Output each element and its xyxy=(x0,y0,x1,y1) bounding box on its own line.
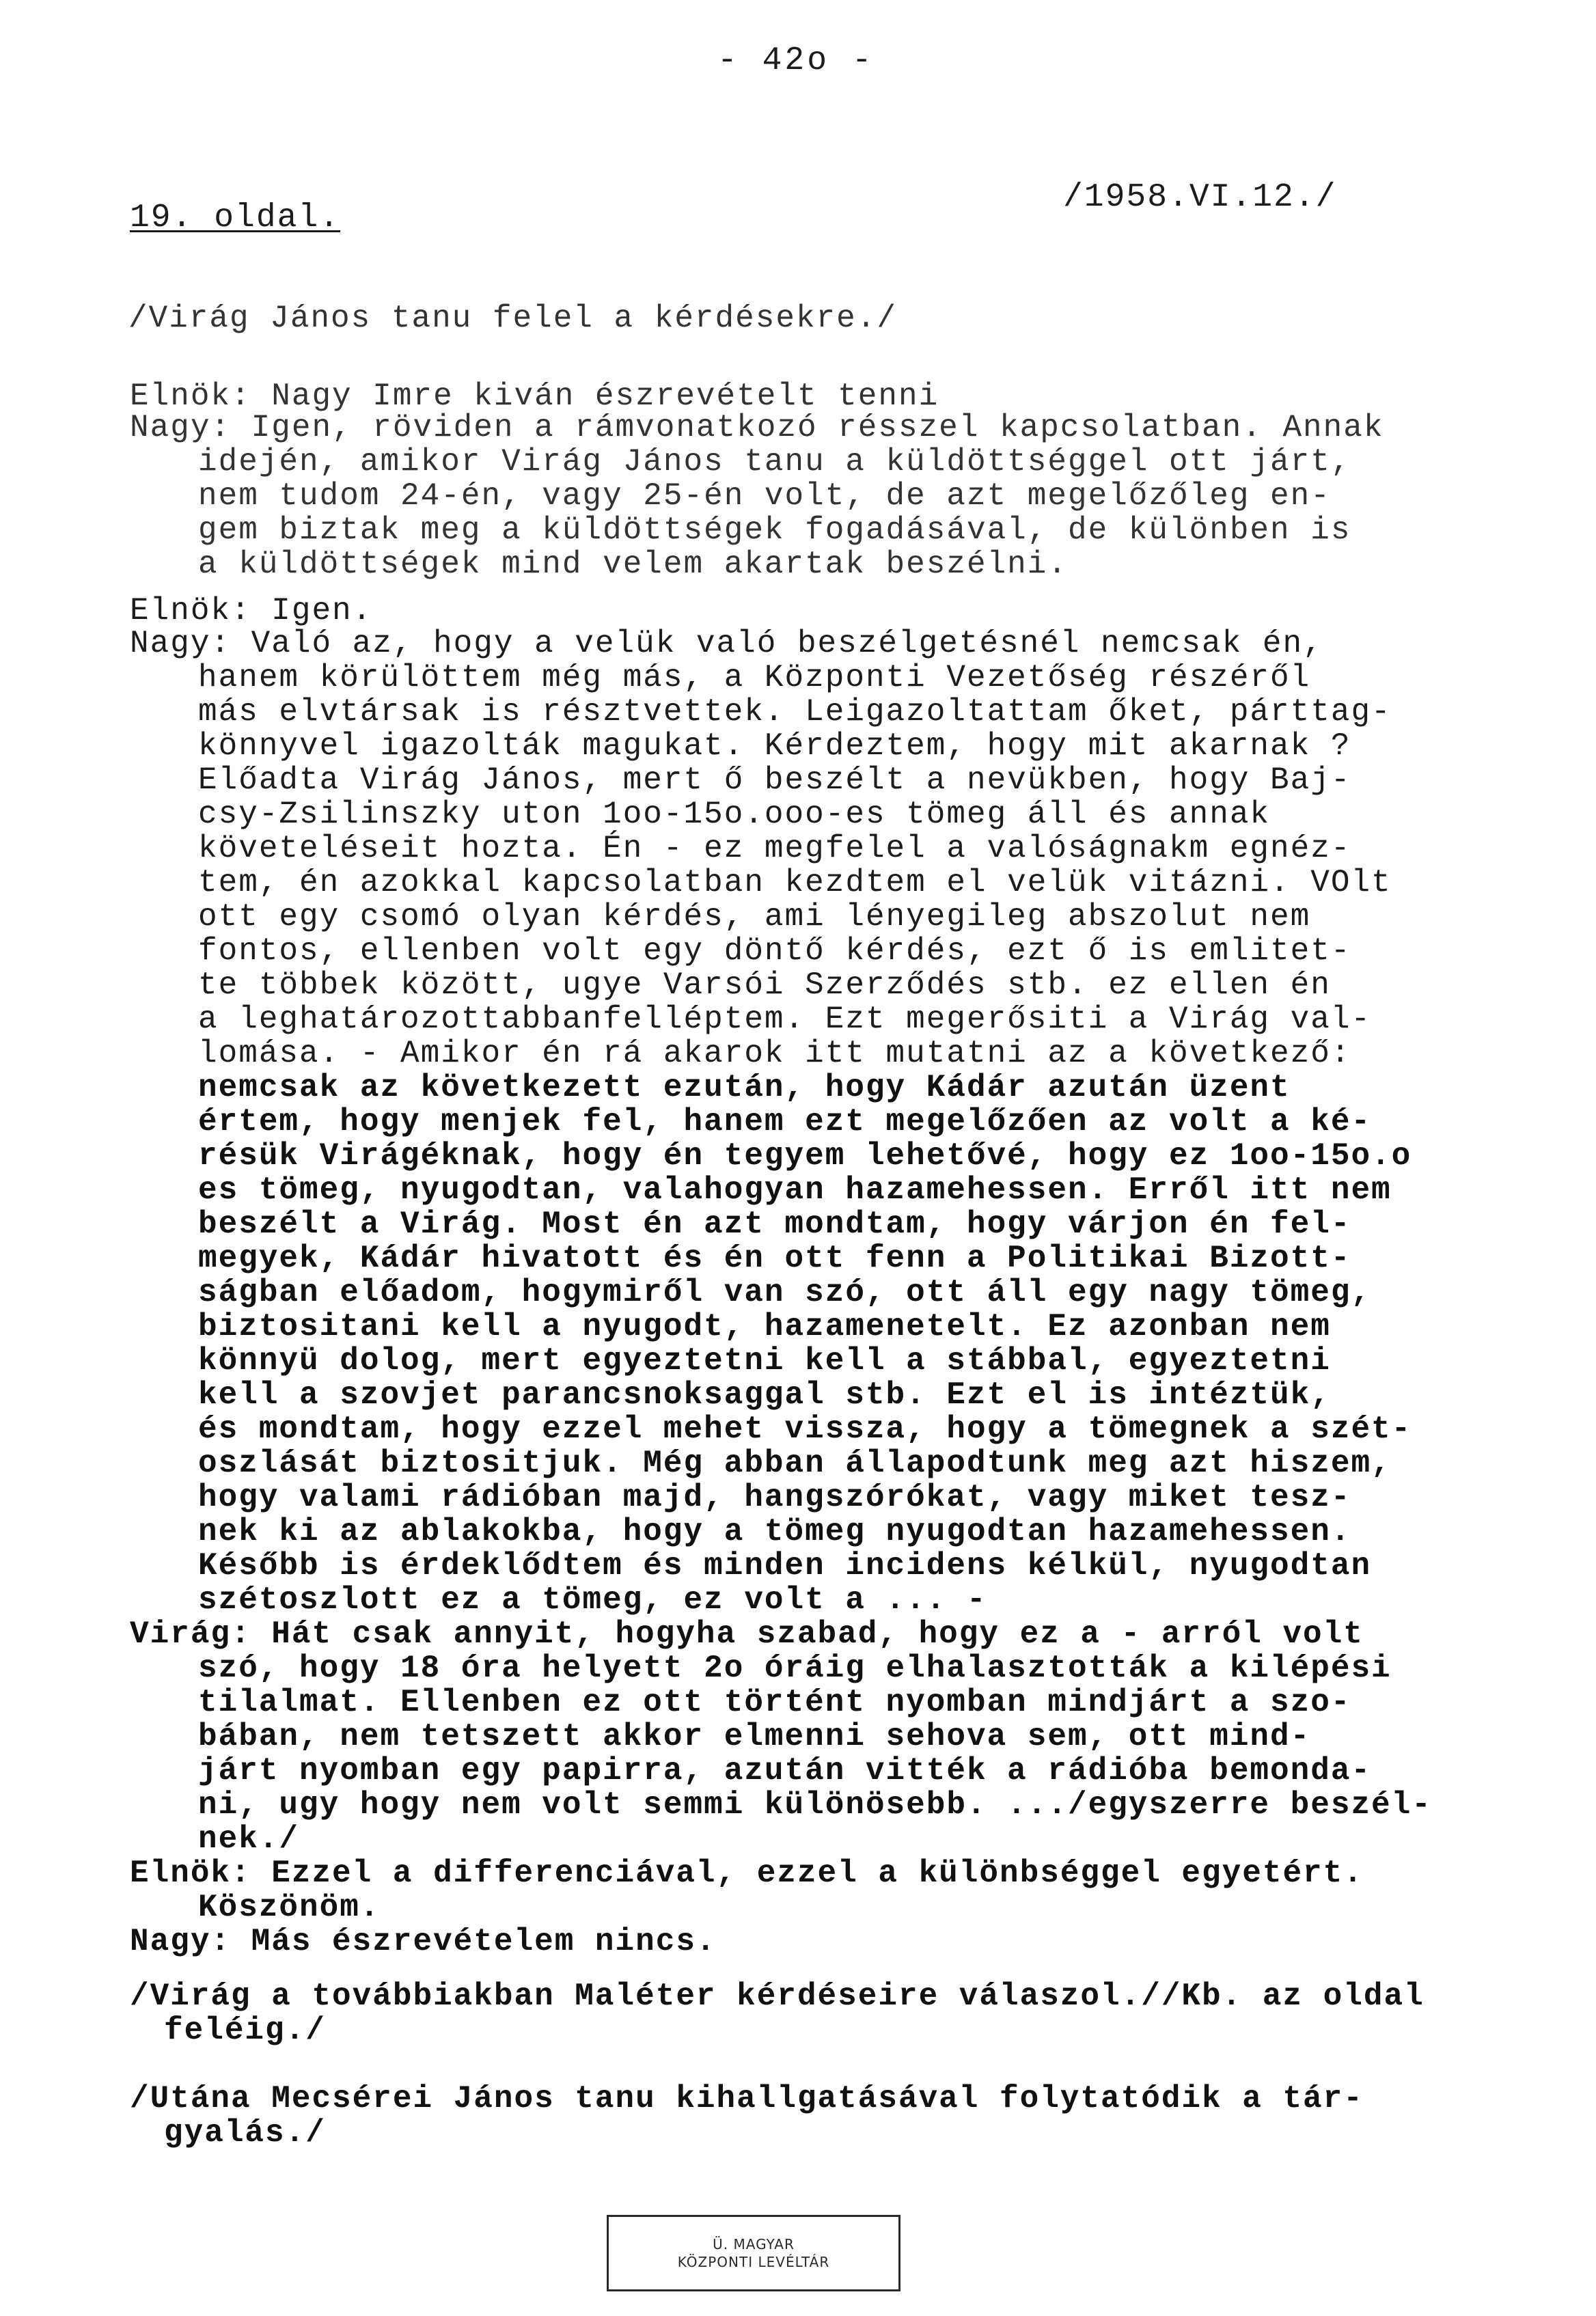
transcript-line-43: nek./ xyxy=(198,1821,300,1857)
transcript-line-42: ni, ugy hogy nem volt semmi különösebb. .../egyszerre beszél- xyxy=(198,1787,1432,1823)
transcript-line-39: tilalmat. Ellenben ez ott történt nyomban mindjárt a szo- xyxy=(198,1685,1351,1720)
transcript-line-25: beszélt a Virág. Most én azt mondtam, hogy várjon én fel- xyxy=(198,1207,1351,1242)
transcript-line-19: a leghatározottabbanfelléptem. Ezt megerősiti a Virág val- xyxy=(198,1002,1372,1037)
transcript-line-31: és mondtam, hogy ezzel mehet vissza, hogy a tömegnek a szét- xyxy=(198,1411,1412,1447)
transcript-line-50: gyalás./ xyxy=(164,2115,326,2151)
transcript-line-09: hanem körülöttem még más, a Központi Vezetőség részéről xyxy=(198,660,1311,695)
transcript-line-29: könnyü dolog, mert egyeztetni kell a stábbal, egyeztetni xyxy=(198,1343,1331,1379)
transcript-line-20: lomása. - Amikor én rá akarok itt mutatni az a következő: xyxy=(198,1036,1351,1071)
transcript-line-04: nem tudom 24-én, vagy 25-én volt, de azt megelőzőleg en- xyxy=(198,478,1331,514)
transcript-line-06: a küldöttségek mind velem akartak beszélni. xyxy=(198,547,1068,582)
intro-note: /Virág János tanu felel a kérdésekre./ xyxy=(128,301,897,336)
stamp-line-2: KÖZPONTI LEVÉLTÁR xyxy=(677,2254,830,2270)
transcript-line-36: szétoszlott ez a tömeg, ez volt a ... - xyxy=(198,1582,987,1618)
transcript-line-30: kell a szovjet parancsnoksaggal stb. Ezt el is intéztük, xyxy=(198,1377,1331,1413)
transcript-line-13: csy-Zsilinszky uton 1oo-15o.ooo-es tömeg áll és annak xyxy=(198,797,1271,832)
transcript-line-01: Elnök: Nagy Imre kiván észrevételt tenni xyxy=(130,378,939,414)
transcript-line-44: Elnök: Ezzel a differenciával, ezzel a különbséggel egyetért. xyxy=(130,1856,1364,1891)
transcript-line-11: könnyvel igazolták magukat. Kérdeztem, hogy mit akarnak ? xyxy=(198,728,1351,764)
transcript-line-21: nemcsak az következett ezután, hogy Kádár azután üzent xyxy=(198,1070,1291,1105)
transcript-line-32: oszlását biztositjuk. Még abban állapodtunk meg azt hiszem, xyxy=(198,1446,1392,1481)
transcript-line-28: biztositani kell a nyugodt, hazamenetelt. Ez azonban nem xyxy=(198,1309,1331,1345)
transcript-line-05: gem biztak meg a küldöttségek fogadásával, de különben is xyxy=(198,512,1351,548)
transcript-line-07: Elnök: Igen. xyxy=(130,593,373,629)
transcript-line-15: tem, én azokkal kapcsolatban kezdtem el velük vitázni. VOlt xyxy=(198,865,1392,900)
document-date: /1958.VI.12./ xyxy=(1063,179,1337,216)
transcript-line-45: Köszönöm. xyxy=(198,1890,381,1925)
archive-stamp xyxy=(607,2215,900,2291)
transcript-line-23: résük Virágéknak, hogy én tegyem lehetővé, hogy ez 1oo-15o.o xyxy=(198,1138,1412,1174)
transcript-line-14: követeléseit hozta. Én - ez megfelel a valóságnakm egnéz- xyxy=(198,831,1351,866)
transcript-line-33: hogy valami rádióban majd, hangszórókat, vagy miket tesz- xyxy=(198,1480,1351,1515)
transcript-line-22: értem, hogy menjek fel, hanem ezt megelőzően az volt a ké- xyxy=(198,1104,1372,1140)
transcript-line-49: /Utána Mecsérei János tanu kihallgatásával folytatódik a tár- xyxy=(130,2081,1364,2117)
transcript-line-26: megyek, Kádár hivatott és én ott fenn a Politikai Bizott- xyxy=(198,1241,1351,1276)
page-label: 19. oldal. xyxy=(130,199,341,236)
transcript-line-27: ságban előadom, hogymiről van szó, ott áll egy nagy tömeg, xyxy=(198,1275,1372,1310)
transcript-line-41: járt nyomban egy papirra, azután vitték a rádióba bemonda- xyxy=(198,1753,1372,1789)
stamp-line-1: Ü. MAGYAR xyxy=(713,2236,795,2252)
transcript-line-24: es tömeg, nyugodtan, valahogyan hazamehessen. Erről itt nem xyxy=(198,1172,1392,1208)
transcript-line-03: idején, amikor Virág János tanu a küldöttséggel ott járt, xyxy=(198,444,1351,480)
page-number: - 42o - xyxy=(717,42,875,79)
transcript-line-48: feléig./ xyxy=(164,2013,326,2048)
transcript-line-47: /Virág a továbbiakban Maléter kérdéseire válaszol.//Kb. az oldal xyxy=(130,1979,1425,2014)
transcript-line-12: Előadta Virág János, mert ő beszélt a nevükben, hogy Baj- xyxy=(198,762,1351,798)
transcript-line-17: fontos, ellenben volt egy döntő kérdés, ezt ő is emlitet- xyxy=(198,933,1351,969)
transcript-line-37: Virág: Hát csak annyit, hogyha szabad, hogy ez a - arról volt xyxy=(130,1616,1364,1652)
transcript-line-08: Nagy: Való az, hogy a velük való beszélgetésnél nemcsak én, xyxy=(130,626,1323,661)
transcript-line-02: Nagy: Igen, röviden a rámvonatkozó résszel kapcsolatban. Annak xyxy=(130,410,1384,445)
transcript-line-34: nek ki az ablakokba, hogy a tömeg nyugodtan hazamehessen. xyxy=(198,1514,1351,1549)
transcript-line-40: bában, nem tetszett akkor elmenni sehova sem, ott mind- xyxy=(198,1719,1311,1754)
transcript-line-18: te többek között, ugye Varsói Szerződés stb. ez ellen én xyxy=(198,967,1331,1003)
transcript-line-46: Nagy: Más észrevételem nincs. xyxy=(130,1924,717,1959)
transcript-line-35: Később is érdeklődtem és minden incidens kélkül, nyugodtan xyxy=(198,1548,1372,1584)
transcript-line-16: ott egy csomó olyan kérdés, ami lényegileg abszolut nem xyxy=(198,899,1311,935)
transcript-line-10: más elvtársak is résztvettek. Leigazoltattam őket, párttag- xyxy=(198,694,1392,730)
transcript-line-38: szó, hogy 18 óra helyett 2o óráig elhalasztották a kilépési xyxy=(198,1651,1392,1686)
